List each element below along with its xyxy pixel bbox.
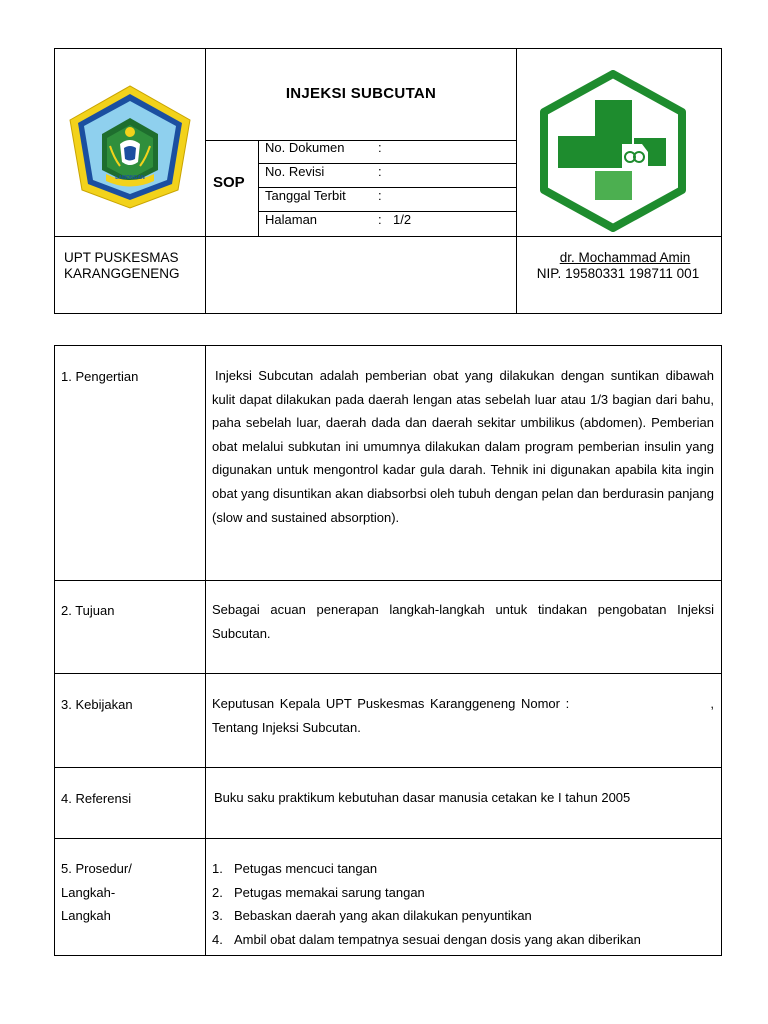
list-item (212, 857, 717, 881)
kebijakan-line-1: Keputusan Kepala UPT Puskesmas Karanggeneng Nomor : (212, 696, 570, 711)
step-number: 2. (212, 884, 223, 900)
step-text: Ambil obat dalam tempatnya sesuai dengan dosis yang akan diberikan (234, 931, 641, 947)
meta-value: 1/2 (393, 212, 412, 227)
prosedur-label-line-3: Langkah (61, 908, 111, 924)
section-label-prosedur (61, 857, 132, 928)
list-item (212, 881, 717, 905)
section-label-kebijakan: 3. Kebijakan (61, 697, 133, 712)
step-text: Petugas memakai sarung tangan (234, 884, 425, 900)
step-number: 3. (212, 908, 223, 924)
meta-label: Halaman (265, 212, 318, 227)
kebijakan-line-2: Tentang Injeksi Subcutan. (212, 719, 361, 735)
puskesmas-logo (538, 70, 688, 232)
lamongan-logo (62, 82, 198, 212)
signer-block (518, 250, 718, 282)
step-number: 4. (212, 931, 223, 947)
section-label-referensi: 4. Referensi (61, 791, 132, 806)
section-text-kebijakan (212, 692, 714, 739)
meta-row-halaman (265, 212, 412, 227)
meta-label: No. Revisi (265, 164, 325, 179)
sop-label: SOP (213, 174, 245, 191)
section-label-tujuan: 2. Tujuan (61, 603, 115, 618)
org-line-1: UPT PUSKESMAS (64, 250, 179, 265)
document-title: INJEKSI SUBCUTAN (285, 85, 437, 102)
logo-caption: LAMONGAN (115, 175, 145, 181)
meta-row-no-dokumen (265, 140, 382, 155)
step-text: Bebaskan daerah yang akan dilakukan penyuntikan (234, 908, 532, 924)
org-line-2: KARANGGENENG (64, 266, 180, 281)
meta-row-no-revisi (265, 164, 382, 179)
list-item (212, 928, 717, 952)
step-text: Petugas mencuci tangan (234, 861, 378, 876)
meta-colon: : (378, 164, 382, 179)
section-text-tujuan: Sebagai acuan penerapan langkah-langkah untuk tindakan pengobatan Injeksi Subcutan. (212, 602, 714, 641)
prosedur-label-line-1: 5. Prosedur/ (61, 861, 132, 876)
meta-label: Tanggal Terbit (265, 188, 346, 203)
procedure-steps (212, 857, 717, 951)
meta-colon: : (378, 140, 382, 155)
kebijakan-line-1-end: , (710, 696, 714, 711)
signer-nip: NIP. 19580331 198711 001 (536, 266, 700, 281)
section-text-referensi: Buku saku praktikum kebutuhan dasar manusia cetakan ke I tahun 2005 (214, 790, 631, 805)
prosedur-label-line-2: Langkah- (61, 884, 116, 900)
org-name (64, 250, 180, 282)
list-item (212, 904, 717, 928)
step-number: 1. (212, 861, 223, 876)
meta-colon: : (378, 188, 382, 203)
meta-colon: : (378, 212, 382, 227)
meta-label: No. Dokumen (265, 140, 345, 155)
meta-row-tanggal-terbit (265, 188, 382, 203)
section-text-pengertian: Injeksi Subcutan adalah pemberian obat yang dilakukan dengan suntikan dibawah kulit dapat dilakukan pada daerah lengan atas sebelah luar atau 1/3 bagian dari bahu, paha sebelah luar, daerah dada dan daerah sekitar umbilikus (abdomen). Pemberian obat melalui subkutan ini umumnya dilakukan dalam program pemberian insulin yang digunakan untuk mengontrol kadar gula darah. Tehnik ini digunakan apabila kita ingin obat yang disuntikan akan diabsorbsi oleh tubuh dengan pelan dan berdurasin panjang (slow and sustained absorption). (212, 368, 714, 525)
section-label-pengertian: 1. Pengertian (61, 369, 139, 384)
signer-name: dr. Mochammad Amin (559, 250, 691, 265)
